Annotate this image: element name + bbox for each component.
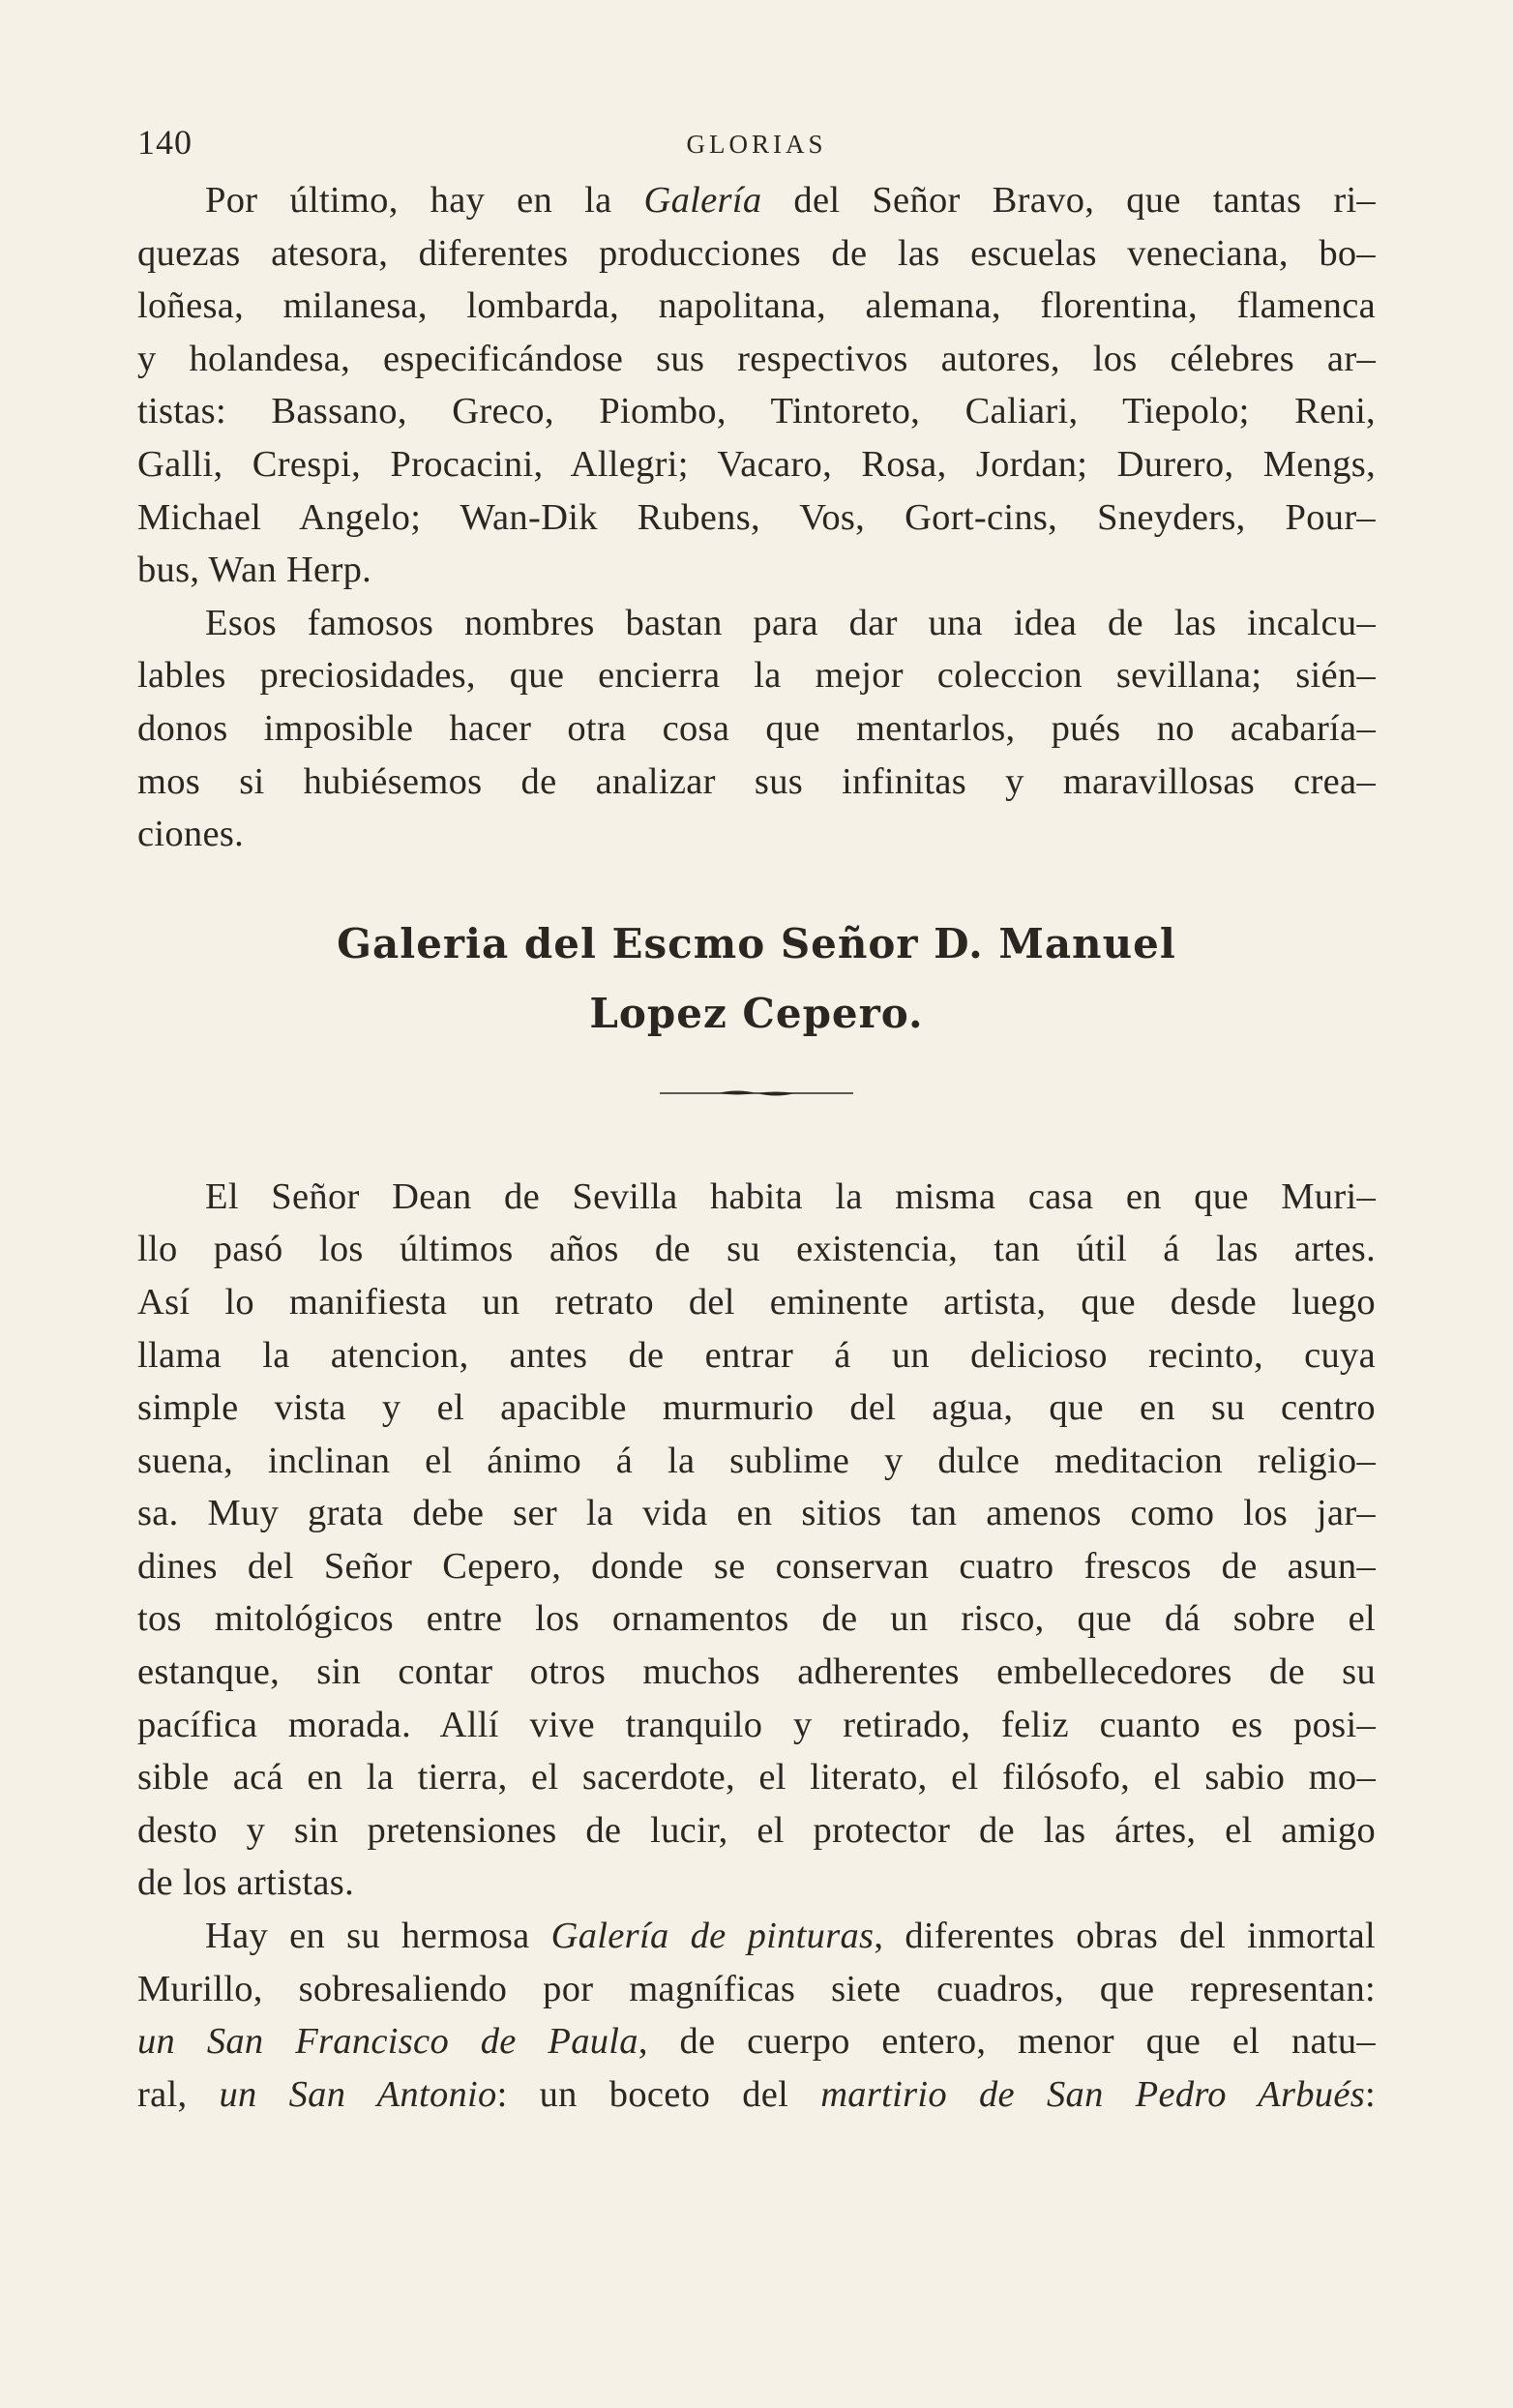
text-line: llo pasó los últimos años de su existencia, tan útil á las artes. bbox=[137, 1229, 1376, 1270]
text-line: dines del Señor Cepero, donde se conservan cuatro frescos de asun– bbox=[137, 1545, 1376, 1587]
text-line: ral, un San Antonio: un boceto del martirio de San Pedro Arbués: bbox=[137, 2073, 1377, 2115]
text-line: El Señor Dean de Sevilla habita la misma casa en que Muri– bbox=[205, 1175, 1376, 1217]
italic-term: un San Francisco de Paula bbox=[137, 2021, 638, 2063]
italic-term: un San Antonio bbox=[219, 2073, 497, 2115]
text-line: quezas atesora, diferentes producciones de las escuelas veneciana, bo– bbox=[137, 232, 1376, 274]
book-page bbox=[137, 122, 1376, 2121]
text-line: bus, Wan Herp. bbox=[137, 550, 372, 591]
text-line: tistas: Bassano, Greco, Piombo, Tintoreto, Caliari, Tiepolo; Reni, bbox=[137, 391, 1376, 432]
heading-line: Lopez Cepero. bbox=[589, 989, 924, 1037]
text-line: llama la atencion, antes de entrar á un delicioso recinto, cuya bbox=[137, 1334, 1376, 1376]
text-line: tos mitológicos entre los ornamentos de un risco, que dá sobre el bbox=[137, 1598, 1376, 1640]
italic-term: Galería de pinturas bbox=[550, 1916, 875, 1957]
text-line: sa. Muy grata debe ser la vida en sitios tan amenos como los jar– bbox=[137, 1493, 1376, 1534]
paragraph-murillo-works bbox=[137, 1910, 1376, 2121]
text-line: Esos famosos nombres bastan para dar una idea de las incalcu– bbox=[205, 602, 1376, 643]
text-line: suena, inclinan el ánimo á la sublime y dulce meditacion religio– bbox=[137, 1440, 1376, 1481]
text-line: lables preciosidades, que encierra la mejor coleccion sevillana; sién– bbox=[137, 655, 1376, 697]
italic-term: Galería bbox=[643, 180, 762, 221]
running-title: GLORIAS bbox=[686, 130, 827, 159]
text-line: Murillo, sobresaliendo por magníficas siete cuadros, que representan: bbox=[137, 1968, 1376, 2009]
paragraph-famous-names bbox=[137, 597, 1376, 861]
text-line: desto y sin pretensiones de lucir, el protector de las ártes, el amigo bbox=[137, 1809, 1376, 1851]
text-line: donos imposible hacer otra cosa que mentarlos, pués no acabaría– bbox=[137, 707, 1376, 749]
ornament-divider bbox=[660, 1087, 853, 1099]
text-line: un San Francisco de Paula, de cuerpo entero, menor que el natu– bbox=[137, 2021, 1376, 2063]
heading-line: Galeria del Escmo Señor D. Manuel bbox=[337, 919, 1176, 967]
text-line: Galli, Crespi, Procacini, Allegri; Vacaro, Rosa, Jordan; Durero, Mengs, bbox=[137, 443, 1376, 485]
text-line: Hay en su hermosa Galería de pinturas, diferentes obras del inmortal bbox=[205, 1916, 1377, 1957]
text-line: Michael Angelo; Wan-Dik Rubens, Vos, Gort-cins, Sneyders, Pour– bbox=[137, 496, 1376, 538]
text-line: Así lo manifiesta un retrato del eminente artista, que desde luego bbox=[137, 1281, 1376, 1323]
text-line: estanque, sin contar otros muchos adherentes embellecedores de su bbox=[137, 1651, 1376, 1693]
text-line: de los artistas. bbox=[137, 1862, 354, 1904]
text-line: simple vista y el apacible murmurio del agua, que en su centro bbox=[137, 1387, 1376, 1429]
paragraph-dean-house bbox=[137, 1171, 1376, 1910]
running-head bbox=[137, 122, 1376, 172]
text-line: mos si hubiésemos de analizar sus infinitas y maravillosas crea– bbox=[137, 760, 1376, 802]
page-number: 140 bbox=[137, 123, 193, 162]
text-line: pacífica morada. Allí vive tranquilo y retirado, feliz cuanto es posi– bbox=[137, 1704, 1376, 1745]
text-line: Por último, hay en la Galería del Señor Bravo, que tantas ri– bbox=[205, 180, 1376, 221]
text-line: y holandesa, especificándose sus respectivos autores, los célebres ar– bbox=[137, 338, 1376, 379]
italic-term: martirio de San Pedro Arbués bbox=[820, 2073, 1366, 2115]
text-line: sible acá en la tierra, el sacerdote, el literato, el filósofo, el sabio mo– bbox=[137, 1757, 1376, 1799]
text-line: ciones. bbox=[137, 814, 245, 855]
text-line: loñesa, milanesa, lombarda, napolitana, alemana, florentina, flamenca bbox=[137, 285, 1376, 327]
paragraph-bravo-gallery bbox=[137, 174, 1376, 597]
section-heading bbox=[137, 909, 1376, 1049]
